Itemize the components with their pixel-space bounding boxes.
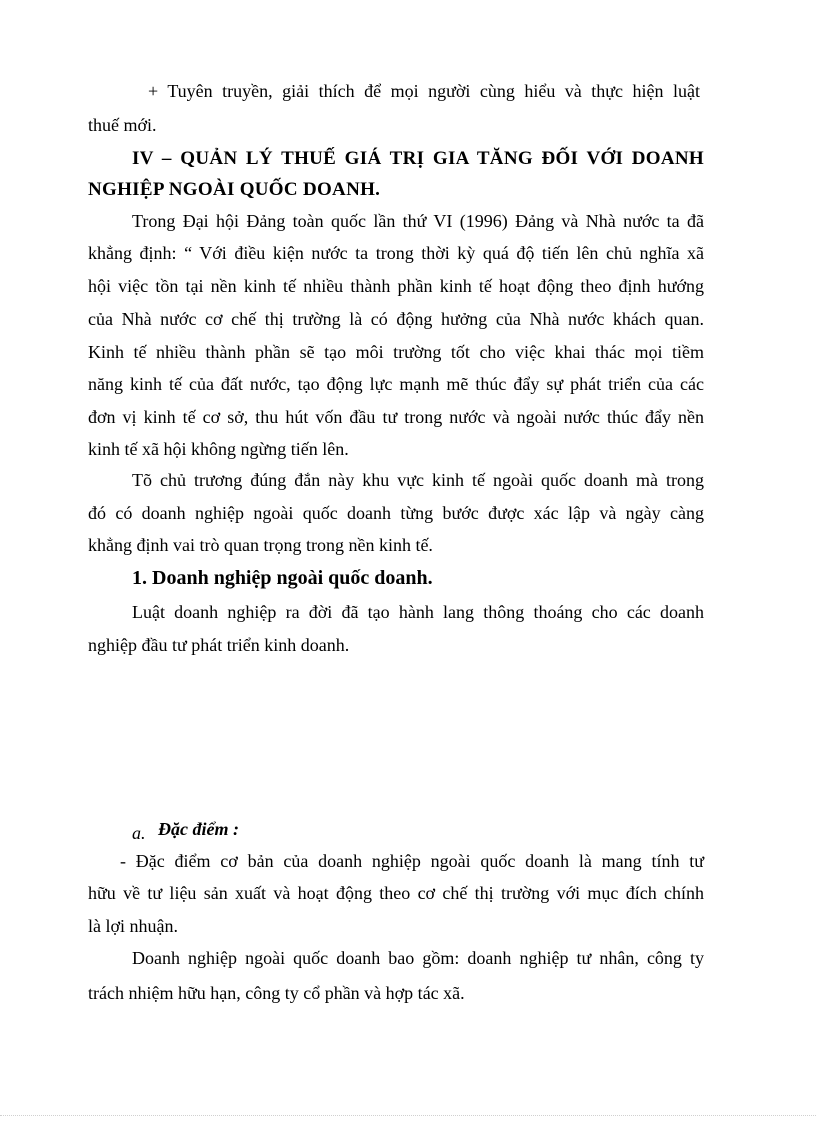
- para-1-line-2: khẳng định: “ Với điều kiện nước ta trong thời kỳ quá độ tiến lên chủ nghĩa xã: [88, 243, 704, 263]
- page-bottom-divider: [0, 1115, 816, 1116]
- para-1-line-5: Kinh tế nhiều thành phần sẽ tạo môi trường tốt cho việc khai thác mọi tiềm: [88, 342, 704, 362]
- para-4-line-3: là lợi nhuận.: [88, 916, 178, 936]
- para-2-line-2: đó có doanh nghiệp ngoài quốc doanh từng bước được xác lập và ngày càng: [88, 503, 704, 523]
- para-1-line-1: Trong Đại hội Đảng toàn quốc lần thứ VI (1996) Đảng và Nhà nước ta đã: [132, 211, 704, 231]
- para-1-line-7: đơn vị kinh tế cơ sở, thu hút vốn đầu tư trong nước và ngoài nước thúc đẩy nền: [88, 407, 704, 427]
- section-heading-line-2: NGHIỆP NGOÀI QUỐC DOANH.: [88, 179, 381, 200]
- section-heading-line-1: IV – QUẢN LÝ THUẾ GIÁ TRỊ GIA TĂNG ĐỐI VỚI DOANH: [132, 148, 704, 169]
- para-1-line-6: năng kinh tế của đất nước, tạo động lực mạnh mẽ thúc đẩy sự phát triển của các: [88, 374, 704, 394]
- subheading-title: Đặc điểm :: [158, 819, 239, 839]
- para-3-line-2: nghiệp đầu tư phát triển kinh doanh.: [88, 635, 350, 655]
- bullet-line-2: thuế mới.: [88, 115, 157, 135]
- para-1-line-3: hội việc tồn tại nền kinh tế nhiều thành phần kinh tế hoạt động theo định hướng: [88, 276, 704, 296]
- para-2-line-1: Tõ chủ trương đúng đắn này khu vực kinh tế ngoài quốc doanh mà trong: [132, 470, 704, 490]
- para-4-line-2: hữu về tư liệu sản xuất và hoạt động theo cơ chế thị trường với mục đích chính: [88, 883, 704, 903]
- bullet-line-1: + Tuyên truyền, giải thích để mọi người cùng hiểu và thực hiện luật: [148, 81, 700, 101]
- para-5-line-2: trách nhiệm hữu hạn, công ty cổ phần và hợp tác xã.: [88, 983, 465, 1003]
- para-1-line-4: của Nhà nước cơ chế thị trường là có động hưởng của Nhà nước khách quan.: [88, 309, 704, 329]
- para-5-line-1: Doanh nghiệp ngoài quốc doanh bao gồm: doanh nghiệp tư nhân, công ty: [132, 948, 704, 968]
- para-2-line-3: khẳng định vai trò quan trọng trong nền kinh tế.: [88, 535, 433, 555]
- para-1-line-8: kinh tế xã hội không ngừng tiến lên.: [88, 439, 349, 459]
- para-4-line-1: - Đặc điểm cơ bản của doanh nghiệp ngoài quốc doanh là mang tính tư: [120, 851, 704, 871]
- subsection-heading: 1. Doanh nghiệp ngoài quốc doanh.: [132, 567, 433, 589]
- subheading-letter: a.: [132, 823, 146, 843]
- para-3-line-1: Luật doanh nghiệp ra đời đã tạo hành lang thông thoáng cho các doanh: [132, 602, 704, 622]
